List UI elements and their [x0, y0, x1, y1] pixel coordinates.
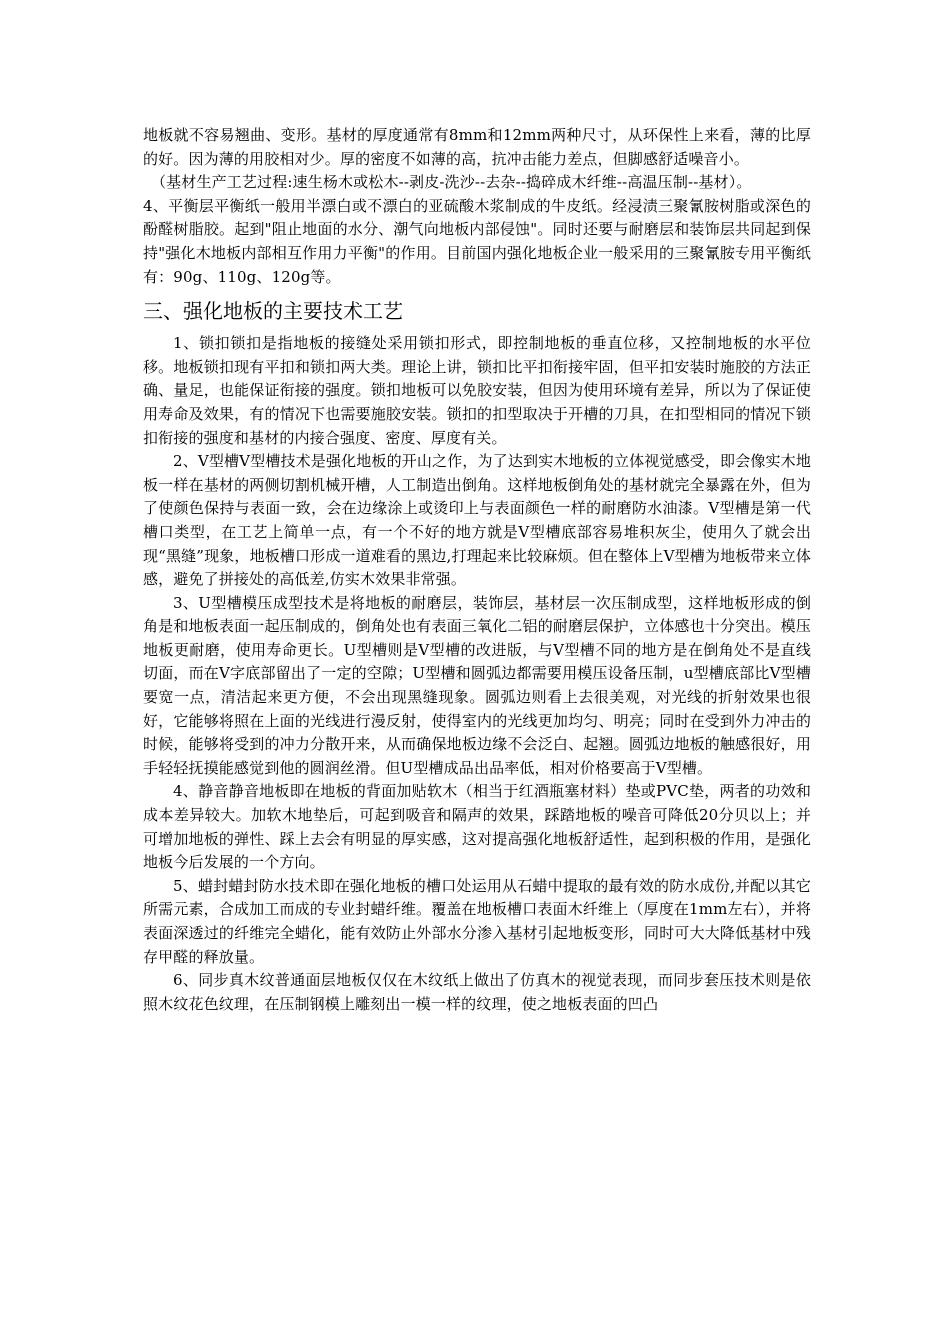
paragraph-lock: 1、锁扣锁扣是指地板的接缝处采用锁扣形式，即控制地板的垂直位移，又控制地板的水平位移。地板锁扣现有平扣和锁扣两大类。理论上讲，锁扣比平扣衔接牢固，但平扣安装时施胶的方法正确、量足，也能保证衔接的强度。锁扣地板可以免胶安装，但因为使用环境有差异，所以为了保证使用寿命及效果，有的情况下也需要施胶安装。锁扣的扣型取决于开槽的刀具，在扣型相同的情况下锁扣衔接的强度和基材的内接合强度、密度、厚度有关。 — [143, 334, 811, 447]
document-body — [143, 124, 811, 1016]
paragraph-wax-seal: 5、蜡封蜡封防水技术即在强化地板的槽口处运用从石蜡中提取的最有效的防水成份,并配以其它所需元素，合成加工而成的专业封蜡纤维。覆盖在地板槽口表面木纤维上（厚度在1mm左右），并将表面深透过的纤维完全蜡化，能有效防止外部水分渗入基材引起地板变形，同时可大大降低基材中残存甲醛的释放量。 — [143, 876, 812, 966]
section-heading: 三、强化地板的主要技术工艺 — [143, 299, 403, 324]
paragraph-synchronized-grain: 6、同步真木纹普通面层地板仅仅在木纹纸上做出了仿真木的视觉表现，而同步套压技术则是依照木纹花色纹理，在压制钢模上雕刻出一模一样的纹理，使之地板表面的凹凸 — [143, 971, 811, 1013]
paragraph-v-groove: 2、V型槽V型槽技术是强化地板的开山之作，为了达到实木地板的立体视觉感受，即会像实木地板一样在基材的两侧切割机械开槽，人工制造出倒角。这样地板倒角处的基材就完全暴露在外，但为了使颜色保持与表面一致，会在边缘涂上或烫印上与表面颜色一样的耐磨防水油漆。V型槽是第一代槽口类型，在工艺上简单一点，有一个不好的地方就是V型槽底部容易堆积灰尘，使用久了就会出现“黑缝”现象，地板槽口形成一道难看的黑边,打理起来比较麻烦。但在整体上V型槽为地板带来立体感，避免了拼接处的高低差,仿实木效果非常强。 — [143, 452, 811, 589]
paragraph-u-groove: 3、U型槽模压成型技术是将地板的耐磨层，装饰层，基材层一次压制成型，这样地板形成的倒角是和地板表面一起压制成的，倒角处也有表面三氧化二铝的耐磨层保护，立体感也十分突出。模压地板更耐磨，使用寿命更长。U型槽则是V型槽的改进版，与V型槽不同的地方是在倒角处不是直线切面，而在V字底部留出了一定的空隙；U型槽和圆弧边都需要用模压设备压制，u型槽底部比V型槽要宽一点，清洁起来更方便，不会出现黑缝现象。圆弧边则看上去很美观，对光线的折射效果也很好，它能够将照在上面的光线进行漫反射，使得室内的光线更加均匀、明亮；同时在受到外力冲击的时候，能够将受到的冲力分散开来，从而确保地板边缘不会泛白、起翘。圆弧边地板的触感很好，用手轻轻抚摸能感觉到他的圆润丝滑。但U型槽成品出品率低，相对价格要高于V型槽。 — [143, 593, 811, 777]
paragraph-silent: 4、静音静音地板即在地板的背面加贴软木（相当于红酒瓶塞材料）垫或PVC垫，两者的功效和成本差异较大。加软木地垫后，可起到吸音和隔声的效果，踩踏地板的噪音可降低20分贝以上；并可增加地板的弹性、踩上去会有明显的厚实感，这对提高强化地板舒适性，起到积极的作用，是强化地板今后发展的一个方向。 — [143, 782, 811, 872]
paragraph-substrate-process: （基材生产工艺过程:速生杨木或松木--剥皮-洗沙--去杂--捣碎成木纤维--高温压制--基材）。 — [151, 173, 752, 192]
paragraph-balance-layer: 4、平衡层平衡纸一般用半漂白或不漂白的亚硫酸木浆制成的牛皮纸。经浸渍三聚氰胺树脂或深色的酚醛树脂胶。起到"阻止地面的水分、潮气向地板内部侵蚀"。同时还要与耐磨层和装饰层共同起到保持"强化木地板内部相互作用力平衡"的作用。目前国内强化地板企业一般采用的三聚氰胺专用平衡纸有：90g、110g、120g等。 — [143, 196, 811, 286]
paragraph-substrate-thickness: 地板就不容易翘曲、变形。基材的厚度通常有8mm和12mm两种尺寸，从环保性上来看，薄的比厚的好。因为薄的用胶相对少。厚的密度不如薄的高，抗冲击能力差点，但脚感舒适噪音小。 — [143, 126, 811, 168]
